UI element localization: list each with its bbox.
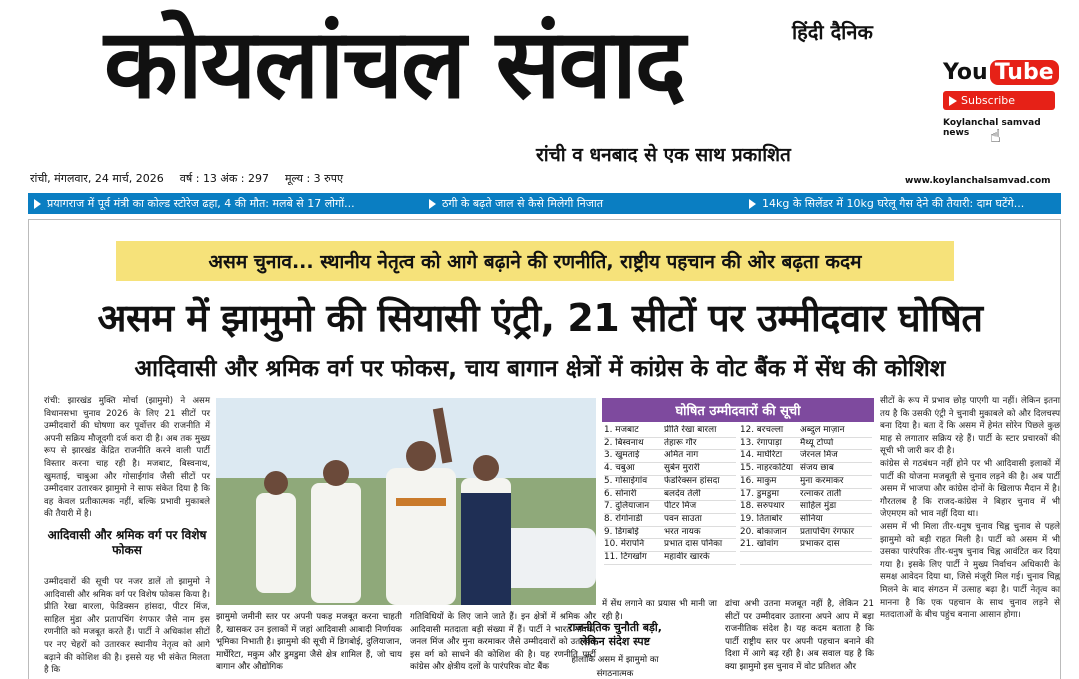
caption-part-3: में सेंध लगाने का प्रयास भी मानी जा रही है। xyxy=(602,599,717,622)
youtube-logo-tube: Tube xyxy=(990,60,1059,85)
subheading-tribal-focus: आदिवासी और श्रमिक वर्ग पर विशेष फोकस xyxy=(47,528,207,557)
candidate-name: प्रभाकर दास xyxy=(800,539,840,550)
constituency-name: 9. डिगबोई xyxy=(604,526,639,537)
article-column-1: रांची: झारखंड मुक्ति मोर्चा (झामुमो) ने असम विधानसभा चुनाव 2026 के लिए 21 सीटों पर उम्मीदवारों की घोषणा कर पूर्वोत्तर की राजनीति में अपनी सक्रिय मौजूदगी दर्ज करा दी है। अब तक मुख्य रूप से झारखंड केंद्रित राजनीति करने वाली पार्टी विस्तार करना चाह रही है। मजबाट, बिस्वनाथ, खुमताई, चाबुआ और गोसाईगांव जैसी सीटों पर उम्मीदवार उतारकर झामुमो ने साफ संकेत दिया है कि वह केवल प्रतीकात्मक नहीं, बल्कि प्रभावी मुकाबले की तैयारी में है। xyxy=(44,396,210,520)
candidate-row xyxy=(740,514,872,527)
caption-part-4: ढांचा अभी उतना मजबूत नहीं है, लेकिन 21 सीटों पर उम्मीदवार उतारना अपने आप में बड़ा राजनीतिक संदेश है। यह कदम बताता है कि पार्टी राष्ट्रीय स्तर पर अपनी पहचान बनाने की दिशा में आगे बढ़ रही है। अब सवाल यह है कि क्या झामुमो इस चुनाव में वोट प्रतिशत और xyxy=(725,599,874,672)
ticker-item[interactable]: प्रयागराज में पूर्व मंत्री का कोल्ड स्टोरेज ढहा, 4 की मौत: मलबे से 17 लोगों... xyxy=(28,196,423,211)
candidate-row xyxy=(604,539,736,552)
constituency-name: 10. मेरापनि xyxy=(604,539,645,550)
price-text: मूल्य : 3 रुपए xyxy=(284,172,344,185)
candidate-row xyxy=(604,501,736,514)
candidate-row xyxy=(740,539,872,552)
candidate-name: बलदेव तेली xyxy=(664,488,701,499)
constituency-name: 8. रोंगोनाडी xyxy=(604,513,643,524)
candidate-row xyxy=(740,425,872,438)
candidate-row xyxy=(604,527,736,540)
constituency-name: 1. मजबाट xyxy=(604,425,639,435)
photo-caption xyxy=(216,611,596,674)
subheading-political-challenge xyxy=(560,621,670,679)
candidate-row xyxy=(740,463,872,476)
candidate-row xyxy=(740,489,872,502)
political-text: हालांकि असम में झामुमो का संगठनात्मक xyxy=(571,655,659,679)
arrow-icon xyxy=(749,199,756,209)
candidate-name: भरत नायक xyxy=(664,526,701,537)
ticker-item[interactable]: ठगी के बढ़ते जाल से कैसे मिलेगी निजात xyxy=(423,196,743,211)
constituency-name: 7. दुलियाजान xyxy=(604,501,650,512)
candidate-row xyxy=(604,552,736,565)
youtube-logo-you: You xyxy=(943,60,988,85)
constituency-name: 3. खुमताई xyxy=(604,450,640,461)
candidate-name: साहिल मुंडा xyxy=(800,501,837,512)
candidate-row xyxy=(740,552,872,565)
constituency-name: 16. माकुम xyxy=(740,475,777,486)
constituency-name: 15. नाहरकटिया xyxy=(740,463,794,474)
candidate-name: प्रभात दास पनिका xyxy=(664,539,723,550)
candidate-name: प्रतापचिंग रंगफार xyxy=(800,526,855,537)
candidate-row xyxy=(740,527,872,540)
caption-part-1: झामुमो जमीनी स्तर पर अपनी पकड़ मजबूत करना चाहती है, खासकर उन इलाकों में जहां आदिवासी आबादी निर्णायक भूमिका निभाती है। झामुमो की सूची में डिगबोई, दुलियाजान, मार्घेरिटा, मकुम और डुमडुमा जैसे क्षेत्र शामिल हैं, जो चाय बागान और औद्योगिक xyxy=(216,612,402,673)
candidate-name: प्रीति रेखा बारला xyxy=(664,425,717,435)
subscribe-button[interactable] xyxy=(943,91,1055,110)
political-subheading: राजनीतिक चुनौती बड़ी, लेकिन संदेश स्पष्ट xyxy=(568,621,662,648)
candidate-name: जेरनल मिंज xyxy=(800,450,838,461)
constituency-name: 6. सोनारी xyxy=(604,488,637,499)
masthead-tagline: हिंदी दैनिक xyxy=(792,20,873,44)
constituency-name: 5. गोसाईगांव xyxy=(604,475,648,486)
candidate-row xyxy=(740,501,872,514)
candidate-name: तेहारू गौर xyxy=(664,437,697,448)
constituency-name: 14. मार्घेरिटा xyxy=(740,450,783,461)
youtube-logo[interactable] xyxy=(943,60,1068,85)
candidate-name: पीटर मिंज xyxy=(664,501,697,512)
candidate-name: अमित नाग xyxy=(664,450,699,461)
date-text: रांची, मंगलवार, 24 मार्च, 2026 xyxy=(30,172,164,185)
article-kicker: असम चुनाव... स्थानीय नेतृत्व को आगे बढ़ाने की रणनीति, राष्ट्रीय पहचान की ओर बढ़ता कदम xyxy=(116,241,954,281)
website-link[interactable]: www.koylanchalsamvad.com xyxy=(905,176,1051,186)
candidate-name: सुबेन मुरारी xyxy=(664,463,700,474)
candidate-list-title: घोषित उम्मीदवारों की सूची xyxy=(602,398,874,422)
article-column-right: सीटों के रूप में प्रभाव छोड़ पाएगी या नहीं। लेकिन इतना तय है कि उसकी एंट्री ने चुनावी मुकाबले को और दिलचस्प बना दिया है। बता दें कि असम में हेमंत सोरेन पिछले कुछ माह से लगातार सक्रिय रहे हैं। पार्टी के स्टार प्रचारकों की सूची भी जारी कर दी है। कांग्रेस से गठबंधन नहीं होने पर भी आदिवासी इलाकों में पार्टी की योजना मजबूती से चुनाव लड़ने की है। अब पार्टी असम में भाजपा और कांग्रेस दोनों के खिलाफ मैदान में है। गौरतलब है कि राजद-कांग्रेस ने बिहार चुनाव में भी जेएमएम को भाव नहीं दिया था। असम में भी मिला तीर-धनुष चुनाव चिह्न चुनाव से पहले झामुमो को बड़ी राहत मिली है। पार्टी को असम में भी उसका पारंपरिक तीर-धनुष चुनाव चिह्न आवंटित कर दिया गया है। इसके लिए पार्टी ने मुख्य निर्वाचन अधिकारी के समक्ष आवेदन दिया था, जिसे मंजूरी मिल गई। चुनाव चिह्न मिलने के बाद संगठन में उत्साह बढ़ा है। पार्टी नेतृत्व का मानना है कि एक पहचान के साथ चुनाव लड़ने से मतदाताओं के बीच पहुंच बनाना आसान होगा। xyxy=(880,396,1060,621)
candidate-name: मैथ्यू टोप्पो xyxy=(800,437,834,448)
candidate-name: फेडरिक्सन हांसदा xyxy=(664,475,720,486)
constituency-name: 2. बिस्वनाथ xyxy=(604,437,644,448)
candidate-row xyxy=(740,450,872,463)
candidate-row xyxy=(604,425,736,438)
candidate-row xyxy=(740,476,872,489)
candidate-row xyxy=(604,438,736,451)
youtube-badge[interactable] xyxy=(943,60,1068,138)
candidate-row xyxy=(740,438,872,451)
volume-text: वर्ष : 13 अंक : 297 xyxy=(179,172,269,185)
candidate-row xyxy=(604,463,736,476)
article-deck: आदिवासी और श्रमिक वर्ग पर फोकस, चाय बागान क्षेत्रों में कांग्रेस के वोट बैंक में सेंध की कोशिश xyxy=(134,356,946,382)
candidate-name: पवन साउता xyxy=(664,513,702,524)
article-headline: असम में झामुमो की सियासी एंट्री, 21 सीटों पर उम्मीदवार घोषित xyxy=(97,296,983,340)
masthead-subtitle: रांची व धनबाद से एक साथ प्रकाशित xyxy=(536,144,791,166)
candidate-name: मुना करमाकर xyxy=(800,475,844,486)
constituency-name: 19. तिताबोर xyxy=(740,513,783,524)
news-ticker xyxy=(28,193,1061,214)
subscribe-label: Subscribe xyxy=(961,94,1016,107)
candidate-name: रत्नाकर ताती xyxy=(800,488,842,499)
candidate-name: अब्दुल माज़ान xyxy=(800,425,845,435)
candidate-row xyxy=(604,514,736,527)
candidate-row xyxy=(604,489,736,502)
play-icon xyxy=(949,96,957,106)
constituency-name: 17. डुमडुमा xyxy=(740,488,779,499)
hand-cursor-icon: ☝ xyxy=(990,126,1001,147)
article-column-1b: उम्मीदवारों की सूची पर नजर डालें तो झामुमो ने आदिवासी और श्रमिक वर्ग पर विशेष फोकस किया है। प्रीति रेखा बारला, फेडिक्सन हांसदा, पीटर मिंज, साहिल मुंडा और प्रतापचिंग रंगफार जैसे नाम इस रणनीति को मजबूत करते हैं। पार्टी ने अधिकांश सीटों पर नए चेहरों को उतारकर स्थानीय नेतृत्व को आगे बढ़ाने की कोशिश की है। इससे यह भी संकेत मिलता है कि xyxy=(44,577,210,676)
constituency-name: 11. टिंगखोंग xyxy=(604,552,647,563)
leaders-photo-illustration xyxy=(216,398,596,605)
arrow-icon xyxy=(429,199,436,209)
constituency-name: 18. सरुपथार xyxy=(740,501,785,512)
ticker-item[interactable]: 14kg के सिलेंडर में 10kg घरेलू गैस देने की तैयारी: दाम घटेंगे... xyxy=(743,196,1061,211)
youtube-channel-name: Koylanchal samvad news xyxy=(943,118,1041,138)
candidate-list xyxy=(604,425,872,565)
constituency-name: 21. खोवांग xyxy=(740,539,779,550)
arrow-icon xyxy=(34,199,41,209)
news-photo xyxy=(216,398,596,605)
caption-part-2: गतिविधियों के लिए जाने जाते हैं। इन क्षेत्रों में श्रमिक और आदिवासी मतदाता बड़ी संख्या में हैं। पार्टी ने भारत नायक, जनल मिंज और मुना करमाकर जैसे उम्मीदवारों को उतारकर इस वर्ग को साधने की कोशिश की है। यह रणनीति पार्टी कांग्रेस और क्षेत्रीय दलों के पारंपरिक वोट बैंक xyxy=(410,612,596,673)
constituency-name: 13. रंगापाड़ा xyxy=(740,437,782,448)
constituency-name: 12. बरचल्ला xyxy=(740,425,784,435)
dateline xyxy=(30,171,343,186)
candidate-name: सोनिया xyxy=(800,513,823,524)
constituency-name: 20. बोकाजान xyxy=(740,526,787,537)
candidate-row xyxy=(604,450,736,463)
newspaper-title: कोयलांचल संवाद xyxy=(104,8,684,120)
candidate-name: महावीर खारके xyxy=(664,552,710,563)
constituency-name: 4. चबुआ xyxy=(604,463,635,474)
candidate-row xyxy=(604,476,736,489)
candidate-name: संजय छाब xyxy=(800,463,834,474)
